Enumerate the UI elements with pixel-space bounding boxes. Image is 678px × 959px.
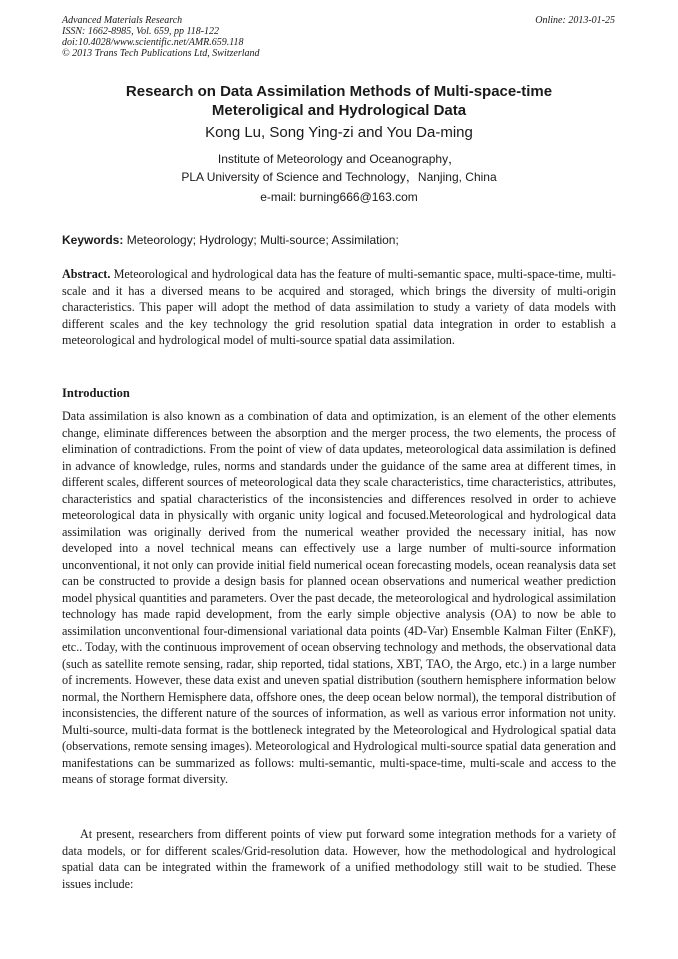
section-heading: Introduction — [62, 386, 130, 400]
journal-name: Advanced Materials Research — [62, 15, 183, 26]
online-date: Online: 2013-01-25 — [535, 15, 615, 26]
copyright-line: © 2013 Trans Tech Publications Ltd, Switzerland — [62, 48, 260, 59]
body-paragraph: At present, researchers from different points of view put forward some integration methods for a variety of data models, or for different scales/Grid-resolution data. However, how the methodological and hydrological spatial data can be integrated within the framework of a unified methodology still wait to be studied. These issues include: — [62, 827, 616, 891]
paper-title — [62, 82, 616, 120]
keywords-label: Keywords: — [62, 233, 124, 247]
keywords — [62, 232, 616, 248]
abstract — [62, 266, 616, 349]
author-list: Kong Lu, Song Ying-zi and You Da-ming — [205, 124, 473, 141]
publication-info — [62, 15, 260, 59]
affiliation-line: PLA University of Science and Technology，Nanjing, China — [181, 170, 497, 184]
keywords-text: Meteorology; Hydrology; Multi-source; Assimilation; — [123, 233, 399, 247]
issn-line: ISSN: 1662-8985, Vol. 659, pp 118-122 — [62, 26, 220, 37]
title-line: Meteroligical and Hydrological Data — [211, 102, 467, 119]
affiliation-line: Institute of Meteorology and Oceanography， — [217, 152, 461, 166]
title-line: Research on Data Assimilation Methods of Multi-space-time — [125, 83, 553, 100]
author-email[interactable]: e-mail: burning666@163.com — [260, 190, 418, 204]
body-paragraph: Data assimilation is also known as a combination of data and optimization, is an element of the other elements change, eliminate differences between the absorption and the merger process, the two elements, the process of elimination of contradictions. From the point of view of data updates, meteorological data assimilation is defined in advance of knowledge, rules, norms and standards under the guidance of the same area at different times, in different scales, different sources of meteorological data they scale characteristics, time characteristics, attributes, characteristics and spatial characteristics of the inconsistencies and differences resolved in order to achieve meteorological data in physically with organic unity logical and focused.Meteorological and hydrological data assimilation was originally derived from the numerical weather provided the necessary initial, has now developed into a novel technical means can effectively use a large number of multi-source information unconventional, it not only can provide initial field numerical ocean forecasting models, ocean reanalysis data set can be constructed to provide a design basis for planned ocean observations and numerical weather prediction model physical quantities and parameters. Over the past decade, the meteorological and hydrological assimilation technology has made rapid development, from the early simple objective analysis (OA) to now be able to assimilation unconventional four-dimensional variational data points (4D-Var) Ensemble Kalman Filter (EnKF), etc.. Today, with the continuous improvement of ocean observing technology and methods, the observational data (such as satellite remote sensing, radar, ship reported, tidal stations, XBT, TAO, the Argo, etc.) in a large number of increments. However, these data exist and uneven spatial distribution (southern hemisphere information below normal, the Northern Hemisphere data, offshore ones, the deep ocean below normal), the temporal distribution of inconsistencies, the different nature of the sources of information, as well as various error information not unity. Multi-source, multi-data format is the bottleneck integrated by the Meteorological and Hydrological spatial data (observations, remote sensing images). Meteorological and Hydrological multi-source spatial data generation and manifestations can be summarized as follows: multi-semantic, multi-space-time, multi-scale and access to the means of storage format diversity. — [62, 409, 617, 786]
abstract-label: Abstract. — [62, 267, 111, 281]
abstract-text: Meteorological and hydrological data has the feature of multi-semantic space, multi-space-time, multi-scale and it has a diversed means to be acquired and storaged, which brings the diversity of multi-origin characteristics. This paper will adopt the method of data assimilation to study a variety of data models with different scales and the key technology the grid resolution spatial data integration in order to establish a meteorological and hydrological model of multi-source spatial data assimilation. — [62, 267, 616, 347]
doi-line[interactable]: doi:10.4028/www.scientific.net/AMR.659.118 — [62, 37, 244, 48]
affiliation — [62, 150, 616, 186]
